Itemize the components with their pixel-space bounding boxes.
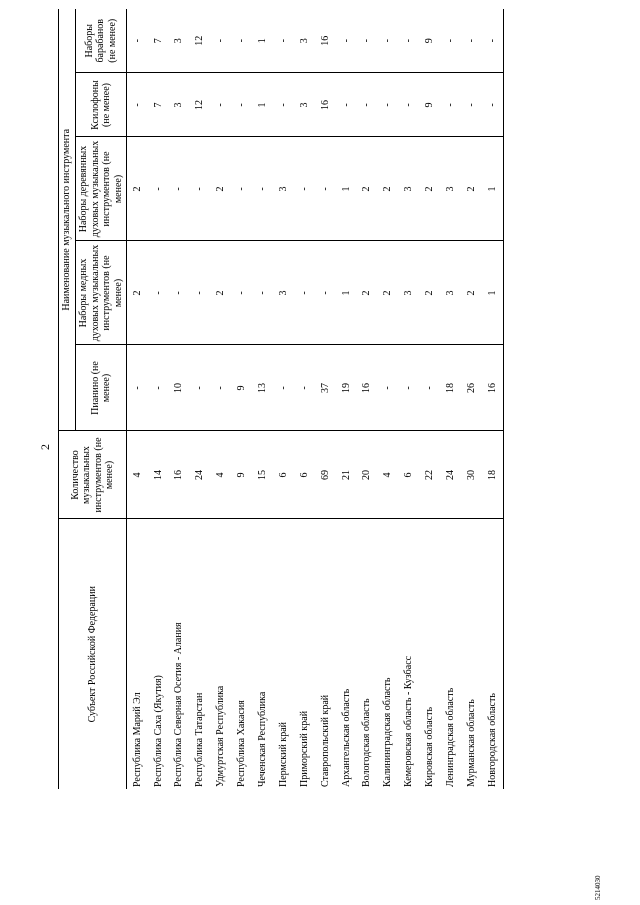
table-row (127, 9, 148, 789)
cell-piano: 37 (315, 345, 336, 431)
cell-brass: - (190, 241, 211, 345)
cell-quantity: 24 (190, 431, 211, 519)
cell-quantity: 6 (273, 431, 294, 519)
document-id: 5214030 (594, 875, 602, 900)
table-row (378, 9, 399, 789)
cell-xylophone: - (399, 73, 420, 137)
cell-xylophone: - (127, 73, 148, 137)
cell-woodwind: 2 (419, 137, 440, 241)
cell-brass: 2 (357, 241, 378, 345)
cell-quantity: 69 (315, 431, 336, 519)
cell-xylophone: 3 (294, 73, 315, 137)
cell-subject: Республика Хакасия (231, 519, 252, 789)
cell-xylophone: - (482, 73, 503, 137)
cell-xylophone: - (440, 73, 461, 137)
cell-brass: - (148, 241, 169, 345)
cell-quantity: 22 (419, 431, 440, 519)
header-woodwind: Наборы деревянных духовых музыкальных инструментов (не менее) (76, 137, 127, 241)
cell-woodwind: 1 (482, 137, 503, 241)
cell-piano: - (211, 345, 232, 431)
cell-brass: - (252, 241, 273, 345)
cell-piano: - (127, 345, 148, 431)
cell-brass: 2 (419, 241, 440, 345)
table-row (419, 9, 440, 789)
cell-brass: 2 (378, 241, 399, 345)
cell-drums: - (236, 39, 248, 43)
cell-piano: - (419, 345, 440, 431)
table-row (231, 9, 252, 789)
cell-quantity: 16 (169, 431, 190, 519)
page-number: 2 (38, 444, 52, 450)
cell-brass: 2 (461, 241, 482, 345)
cell-drums: - (131, 39, 143, 43)
cell-xylophone: - (357, 73, 378, 137)
cell-brass: - (315, 241, 336, 345)
cell-xylophone: - (378, 73, 399, 137)
cell-brass: - (294, 241, 315, 345)
table-row (211, 9, 232, 789)
cell-brass: 1 (336, 241, 357, 345)
cell-piano: 9 (231, 345, 252, 431)
cell-subject: Ленинградская область (440, 519, 461, 789)
cell-xylophone: 1 (252, 73, 273, 137)
cell-subject: Вологодская область (357, 519, 378, 789)
cell-woodwind: 2 (211, 137, 232, 241)
cell-brass: 1 (482, 241, 503, 345)
table-row (252, 9, 273, 789)
header-group: Наименование музыкального инструмента (59, 9, 76, 431)
cell-drums: - (445, 39, 457, 43)
cell-quantity: 9 (231, 431, 252, 519)
cell-woodwind: 3 (273, 137, 294, 241)
cell-woodwind: 3 (440, 137, 461, 241)
table-row (482, 9, 503, 789)
cell-woodwind: - (148, 137, 169, 241)
cell-piano: 13 (252, 345, 273, 431)
instruments-table (58, 9, 504, 789)
cell-drums: 1 (257, 38, 269, 44)
cell-piano: - (399, 345, 420, 431)
cell-piano: 19 (336, 345, 357, 431)
cell-brass: - (169, 241, 190, 345)
cell-xylophone: 16 (315, 73, 336, 137)
cell-xylophone: 3 (169, 73, 190, 137)
cell-subject: Новгородская область (482, 519, 503, 789)
cell-quantity: 21 (336, 431, 357, 519)
cell-woodwind: - (315, 137, 336, 241)
cell-piano: 10 (169, 345, 190, 431)
cell-drums: - (277, 39, 289, 43)
cell-quantity: 4 (211, 431, 232, 519)
cell-drums: 16 (319, 35, 331, 46)
cell-subject: Ставропольский край (315, 519, 336, 789)
table-body (127, 9, 504, 789)
header-drums: Наборы барабанов (не менее) (76, 9, 127, 73)
cell-subject: Республика Саха (Якутия) (148, 519, 169, 789)
cell-xylophone: 9 (419, 73, 440, 137)
cell-drums: 9 (424, 38, 436, 44)
cell-subject: Республика Татарстан (190, 519, 211, 789)
cell-woodwind: - (169, 137, 190, 241)
cell-woodwind: 3 (399, 137, 420, 241)
cell-drums: - (403, 39, 415, 43)
table-row (315, 9, 336, 789)
cell-xylophone: 7 (148, 73, 169, 137)
cell-piano: - (294, 345, 315, 431)
cell-piano: 18 (440, 345, 461, 431)
cell-piano: - (148, 345, 169, 431)
cell-piano: - (378, 345, 399, 431)
cell-drums: 12 (194, 35, 206, 46)
table-header (59, 9, 127, 789)
table-row (273, 9, 294, 789)
cell-piano: 16 (482, 345, 503, 431)
table-row (399, 9, 420, 789)
cell-quantity: 20 (357, 431, 378, 519)
header-quantity: Количество музыкальных инструментов (не менее) (59, 431, 127, 519)
table-row (294, 9, 315, 789)
cell-quantity: 14 (148, 431, 169, 519)
table-row (357, 9, 378, 789)
cell-woodwind: - (252, 137, 273, 241)
cell-brass: 3 (399, 241, 420, 345)
table-row (148, 9, 169, 789)
cell-xylophone: - (336, 73, 357, 137)
cell-subject: Удмуртская Республика (211, 519, 232, 789)
cell-woodwind: 1 (336, 137, 357, 241)
cell-piano: 16 (357, 345, 378, 431)
cell-piano: 26 (461, 345, 482, 431)
table-row (169, 9, 190, 789)
cell-woodwind: - (294, 137, 315, 241)
cell-subject: Чеченская Республика (252, 519, 273, 789)
table-row (440, 9, 461, 789)
cell-xylophone: - (211, 73, 232, 137)
cell-woodwind: - (231, 137, 252, 241)
cell-quantity: 6 (294, 431, 315, 519)
cell-drums: - (340, 39, 352, 43)
cell-brass: 2 (127, 241, 148, 345)
header-subject: Субъект Российской Федерации (59, 519, 127, 789)
cell-quantity: 18 (482, 431, 503, 519)
cell-drums: 7 (152, 38, 164, 44)
cell-drums: - (382, 39, 394, 43)
cell-quantity: 4 (127, 431, 148, 519)
cell-subject: Кемеровская область - Кузбасс (399, 519, 420, 789)
header-brass: Наборы медных духовых музыкальных инструментов (не менее) (76, 241, 127, 345)
cell-woodwind: 2 (127, 137, 148, 241)
cell-woodwind: 2 (357, 137, 378, 241)
cell-xylophone: - (231, 73, 252, 137)
cell-piano: - (190, 345, 211, 431)
cell-quantity: 24 (440, 431, 461, 519)
cell-woodwind: - (190, 137, 211, 241)
cell-quantity: 30 (461, 431, 482, 519)
cell-brass: 3 (273, 241, 294, 345)
cell-subject: Республика Марий Эл (127, 519, 148, 789)
header-piano: Пианино (не менее) (76, 345, 127, 431)
cell-drums: - (215, 39, 227, 43)
cell-woodwind: 2 (461, 137, 482, 241)
cell-brass: 2 (211, 241, 232, 345)
cell-drums: 3 (173, 38, 185, 44)
cell-xylophone: - (273, 73, 294, 137)
cell-subject: Мурманская область (461, 519, 482, 789)
cell-subject: Калининградская область (378, 519, 399, 789)
cell-brass: - (231, 241, 252, 345)
cell-piano: - (273, 345, 294, 431)
cell-quantity: 15 (252, 431, 273, 519)
table-row (461, 9, 482, 789)
cell-drums: - (361, 39, 373, 43)
cell-quantity: 6 (399, 431, 420, 519)
cell-subject: Пермский край (273, 519, 294, 789)
cell-woodwind: 2 (378, 137, 399, 241)
cell-subject: Республика Северная Осетия - Алания (169, 519, 190, 789)
cell-drums: - (482, 9, 503, 73)
cell-xylophone: - (461, 73, 482, 137)
cell-subject: Архангельская область (336, 519, 357, 789)
cell-subject: Кировская область (419, 519, 440, 789)
header-xylophone: Ксилофоны (не менее) (76, 73, 127, 137)
cell-drums: 3 (298, 38, 310, 44)
table-row (190, 9, 211, 789)
table-row (336, 9, 357, 789)
cell-drums: - (465, 39, 477, 43)
cell-quantity: 4 (378, 431, 399, 519)
cell-xylophone: 12 (190, 73, 211, 137)
cell-subject: Приморский край (294, 519, 315, 789)
cell-brass: 3 (440, 241, 461, 345)
